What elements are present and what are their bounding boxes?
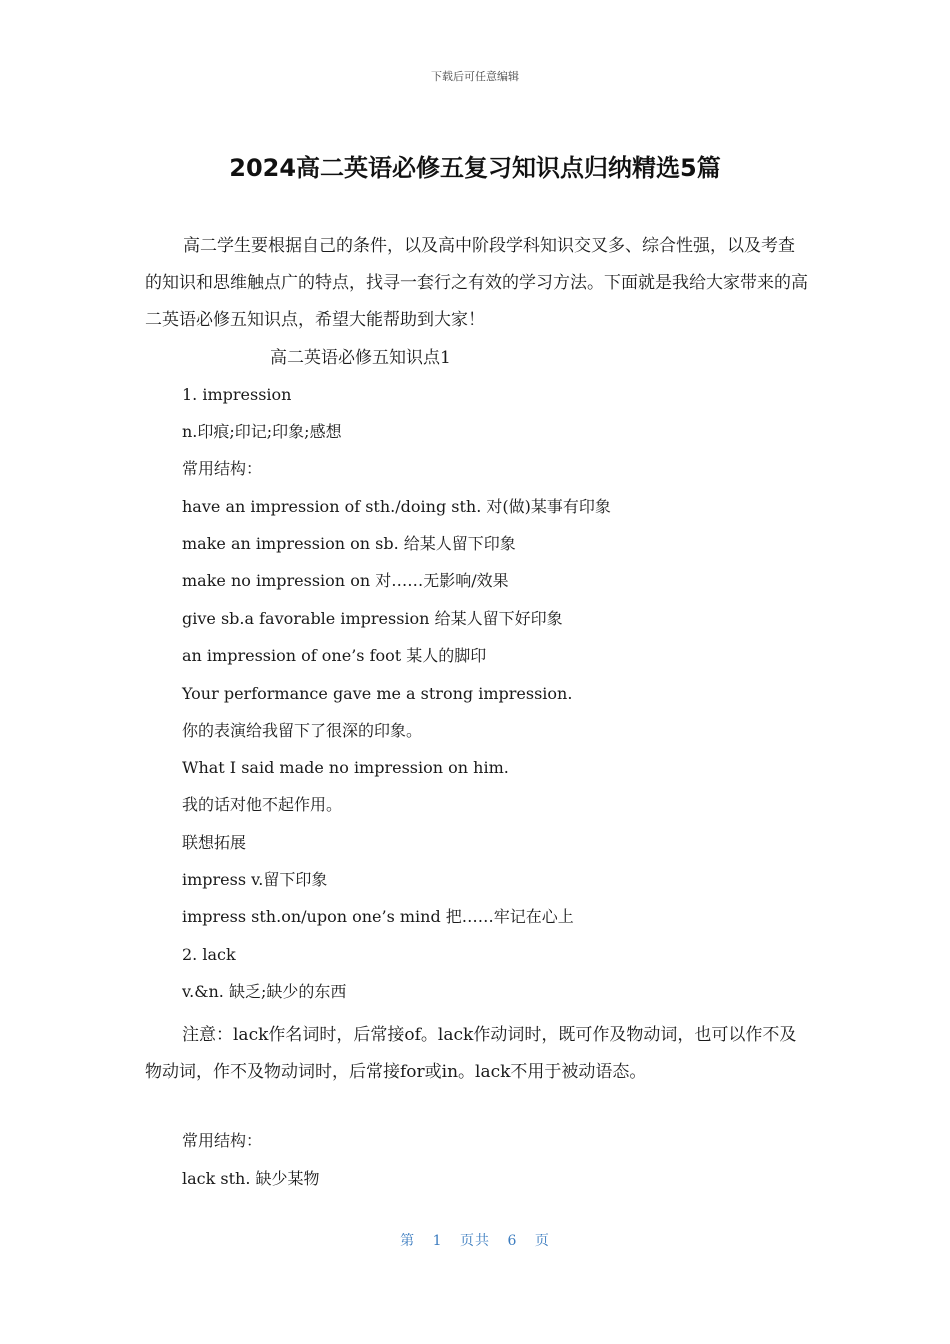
- footer-total-pages: 6: [507, 1233, 518, 1249]
- list-item: 常用结构：: [182, 1131, 263, 1150]
- section-heading: 高二英语必修五知识点1: [270, 348, 451, 368]
- list-item: 1. impression: [182, 385, 292, 404]
- list-item: make no impression on 对……无影响/效果: [182, 571, 509, 590]
- intro-paragraph: 高二学生要根据自己的条件，以及高中阶段学科知识交叉多、综合性强，以及考查的知识和思维触点广的特点，找寻一套行之有效的学习方法。下面就是我给大家带来的高二英语必修五知识点，希望大能帮助到大家！: [145, 236, 808, 330]
- list-item: Your performance gave me a strong impression.: [182, 684, 573, 703]
- list-item: 我的话对他不起作用。: [182, 795, 343, 814]
- list-item: 联想拓展: [182, 833, 247, 852]
- list-item: make an impression on sb. 给某人留下印象: [182, 534, 516, 553]
- list-item: 你的表演给我留下了很深的印象。: [182, 721, 423, 740]
- note-paragraph: 注意：lack作名词时，后常接of。lack作动词时，既可作及物动词，也可以作不及物动词，作不及物动词时，后常接for或in。lack不用于被动语态。: [145, 1025, 797, 1082]
- list-item: give sb.a favorable impression 给某人留下好印象: [182, 609, 563, 628]
- list-item: lack sth. 缺少某物: [182, 1169, 320, 1188]
- list-item: 常用结构：: [182, 459, 263, 478]
- footer-page-end: 页: [534, 1233, 550, 1249]
- list-item: v.&n. 缺乏;缺少的东西: [182, 982, 347, 1001]
- page-footer: [0, 1230, 950, 1250]
- list-item: 2. lack: [182, 945, 236, 964]
- list-item: impress v.留下印象: [182, 870, 328, 889]
- list-item: an impression of one’s foot 某人的脚印: [182, 646, 487, 665]
- footer-page-mid: 页共: [460, 1233, 490, 1249]
- document-title: 2024高二英语必修五复习知识点归纳精选5篇: [229, 154, 721, 182]
- list-item: What I said made no impression on him.: [182, 758, 509, 777]
- list-item: n.印痕;印记;印象;感想: [182, 422, 342, 441]
- list-item: have an impression of sth./doing sth. 对(做)某事有印象: [182, 497, 611, 516]
- header-note: 下载后可任意编辑: [431, 70, 519, 83]
- footer-page-label: 第: [400, 1233, 416, 1249]
- footer-page-number: 1: [432, 1233, 443, 1249]
- list-item: impress sth.on/upon one’s mind 把……牢记在心上: [182, 907, 574, 926]
